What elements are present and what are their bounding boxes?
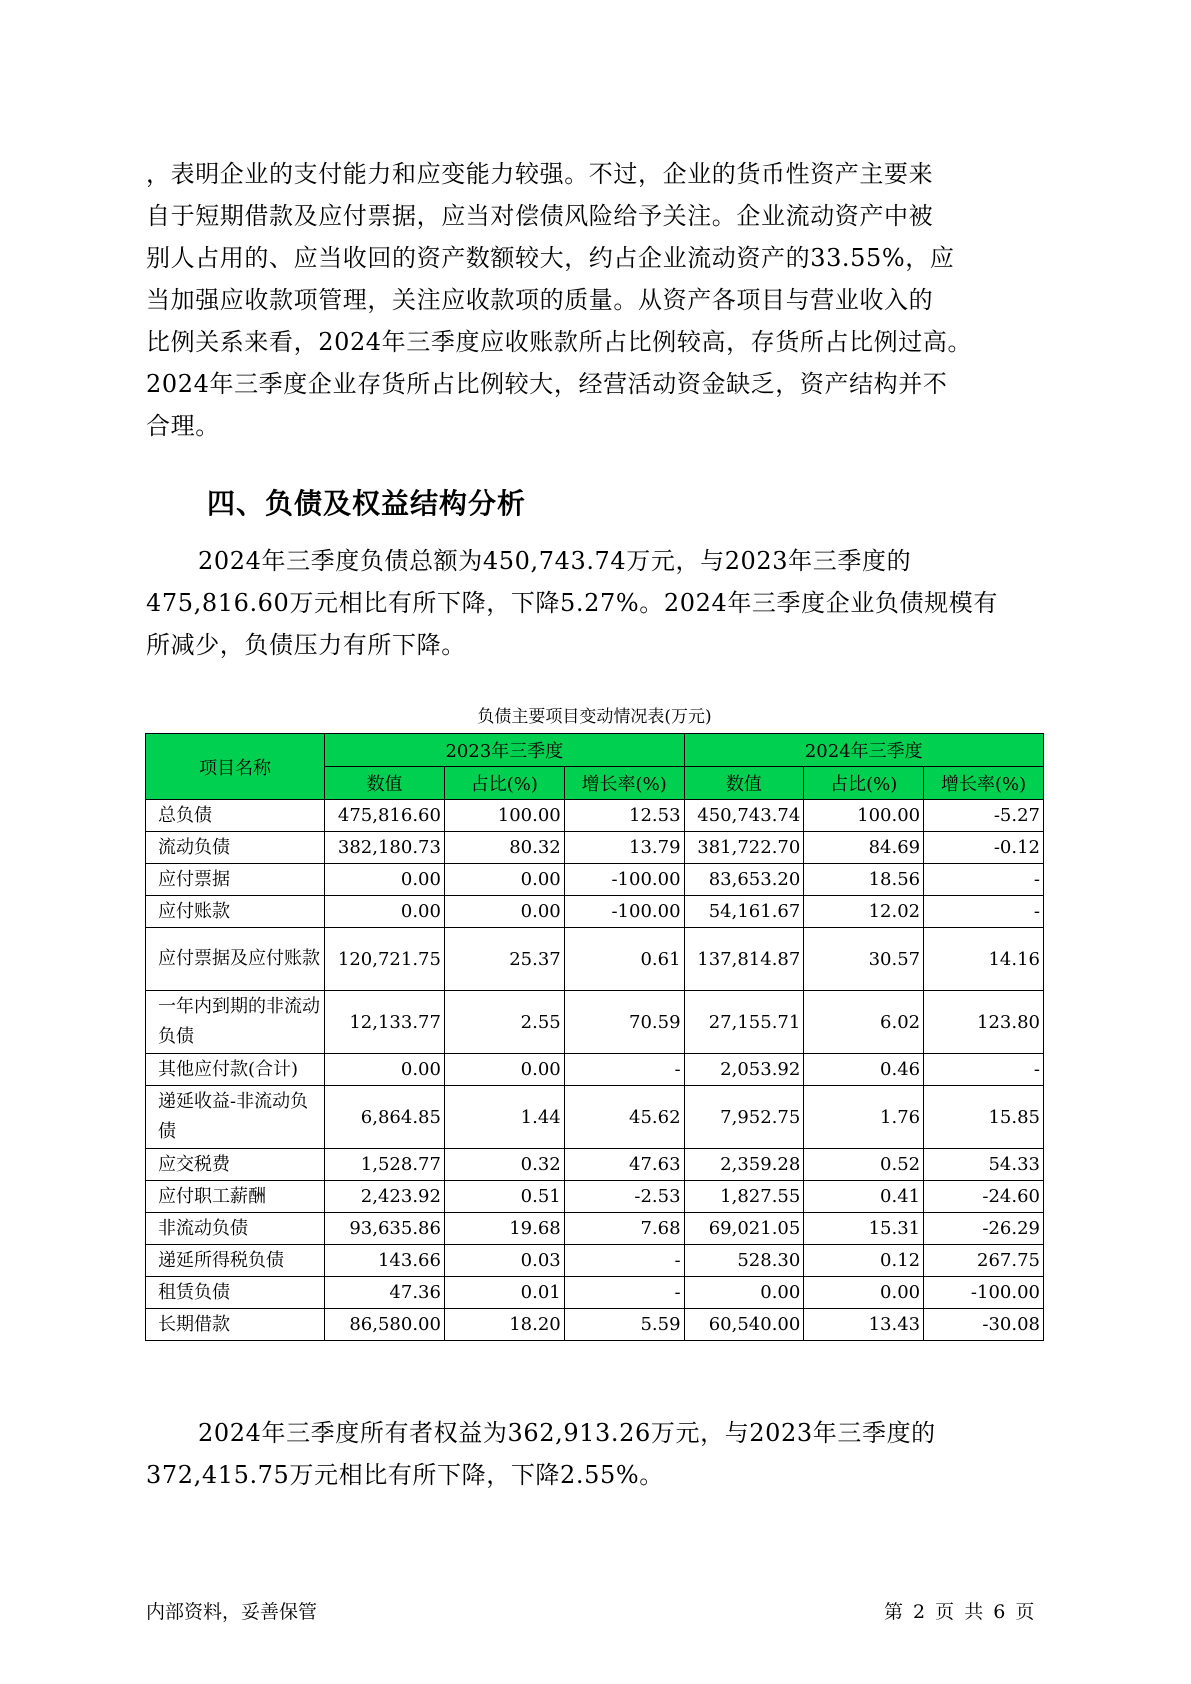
- text-line: 2024年三季度负债总额为450,743.74万元，与2023年三季度的: [198, 547, 912, 575]
- section-heading: 四、负债及权益结构分析: [207, 487, 527, 520]
- cell-value-2023: 0.00: [325, 864, 445, 896]
- cell-value-2024: 1,827.55: [684, 1181, 804, 1213]
- cell-share-2023: 1.44: [444, 1086, 564, 1149]
- table-row: [146, 1181, 1044, 1213]
- cell-growth-2024: -: [924, 896, 1044, 928]
- header-growth-2023: 增长率(%): [564, 767, 684, 800]
- cell-value-2024: 0.00: [684, 1277, 804, 1309]
- text-line: 2024年三季度所有者权益为362,913.26万元，与2023年三季度的: [198, 1419, 936, 1447]
- row-label: 长期借款: [146, 1309, 325, 1341]
- cell-growth-2023: -100.00: [564, 864, 684, 896]
- cell-growth-2023: 70.59: [564, 991, 684, 1054]
- cell-growth-2023: -: [564, 1054, 684, 1086]
- table-row: [146, 1277, 1044, 1309]
- cell-growth-2024: -5.27: [924, 800, 1044, 832]
- table-row: [146, 1245, 1044, 1277]
- row-label: 应付票据及应付账款: [146, 928, 325, 991]
- cell-value-2023: 1,528.77: [325, 1149, 445, 1181]
- cell-value-2023: 0.00: [325, 896, 445, 928]
- cell-growth-2024: -: [924, 1054, 1044, 1086]
- row-label: 应付职工薪酬: [146, 1181, 325, 1213]
- paragraph-equity-summary: [146, 1412, 1046, 1496]
- cell-share-2023: 19.68: [444, 1213, 564, 1245]
- cell-value-2023: 86,580.00: [325, 1309, 445, 1341]
- cell-value-2023: 143.66: [325, 1245, 445, 1277]
- cell-value-2023: 6,864.85: [325, 1086, 445, 1149]
- text-line: 372,415.75万元相比有所下降，下降2.55%。: [146, 1461, 664, 1489]
- footer-page-number: 第 2 页 共 6 页: [884, 1601, 1035, 1623]
- cell-share-2024: 30.57: [804, 928, 924, 991]
- cell-growth-2024: -30.08: [924, 1309, 1044, 1341]
- cell-growth-2024: -100.00: [924, 1277, 1044, 1309]
- row-label: 流动负债: [146, 832, 325, 864]
- row-label: 递延所得税负债: [146, 1245, 325, 1277]
- header-share-2024: 占比(%): [804, 767, 924, 800]
- cell-value-2024: 60,540.00: [684, 1309, 804, 1341]
- footer-confidential-note: 内部资料，妥善保管: [146, 1601, 318, 1623]
- table-row: [146, 1149, 1044, 1181]
- cell-share-2023: 0.03: [444, 1245, 564, 1277]
- cell-value-2023: 47.36: [325, 1277, 445, 1309]
- cell-value-2023: 120,721.75: [325, 928, 445, 991]
- cell-growth-2023: -2.53: [564, 1181, 684, 1213]
- text-line: 当加强应收款项管理，关注应收款项的质量。从资产各项目与营业收入的: [146, 286, 934, 314]
- text-line: ，表明企业的支付能力和应变能力较强。不过，企业的货币性资产主要来: [146, 160, 934, 188]
- row-label: 递延收益-非流动负债: [146, 1086, 325, 1149]
- cell-value-2024: 7,952.75: [684, 1086, 804, 1149]
- header-period-2024: 2024年三季度: [684, 734, 1043, 767]
- cell-share-2024: 0.00: [804, 1277, 924, 1309]
- cell-share-2024: 0.41: [804, 1181, 924, 1213]
- cell-growth-2024: -0.12: [924, 832, 1044, 864]
- paragraph-asset-structure: [146, 153, 1046, 447]
- text-line: 475,816.60万元相比有所下降，下降5.27%。2024年三季度企业负债规模有: [146, 589, 998, 617]
- row-label: 应付票据: [146, 864, 325, 896]
- table-row: [146, 864, 1044, 896]
- cell-value-2024: 450,743.74: [684, 800, 804, 832]
- cell-value-2023: 0.00: [325, 1054, 445, 1086]
- cell-share-2024: 12.02: [804, 896, 924, 928]
- cell-share-2024: 0.46: [804, 1054, 924, 1086]
- cell-share-2024: 0.12: [804, 1245, 924, 1277]
- cell-share-2023: 0.00: [444, 1054, 564, 1086]
- cell-share-2023: 25.37: [444, 928, 564, 991]
- cell-value-2023: 93,635.86: [325, 1213, 445, 1245]
- cell-share-2023: 0.01: [444, 1277, 564, 1309]
- cell-growth-2024: -: [924, 864, 1044, 896]
- cell-value-2024: 381,722.70: [684, 832, 804, 864]
- liability-table: [145, 733, 1044, 1341]
- table-row: [146, 896, 1044, 928]
- table-row: [146, 832, 1044, 864]
- cell-share-2023: 0.51: [444, 1181, 564, 1213]
- text-line: 所减少，负债压力有所下降。: [146, 631, 466, 659]
- cell-growth-2024: 267.75: [924, 1245, 1044, 1277]
- cell-value-2023: 2,423.92: [325, 1181, 445, 1213]
- cell-share-2023: 100.00: [444, 800, 564, 832]
- cell-growth-2024: 123.80: [924, 991, 1044, 1054]
- cell-share-2024: 15.31: [804, 1213, 924, 1245]
- header-item-name: 项目名称: [146, 734, 325, 800]
- table-row: [146, 1309, 1044, 1341]
- cell-share-2023: 0.32: [444, 1149, 564, 1181]
- cell-growth-2023: 13.79: [564, 832, 684, 864]
- cell-growth-2023: 45.62: [564, 1086, 684, 1149]
- header-growth-2024: 增长率(%): [924, 767, 1044, 800]
- table-row: [146, 991, 1044, 1054]
- cell-share-2024: 13.43: [804, 1309, 924, 1341]
- cell-growth-2023: 0.61: [564, 928, 684, 991]
- cell-share-2024: 18.56: [804, 864, 924, 896]
- row-label: 总负债: [146, 800, 325, 832]
- text-line: 比例关系来看，2024年三季度应收账款所占比例较高，存货所占比例过高。: [146, 328, 973, 356]
- header-share-2023: 占比(%): [444, 767, 564, 800]
- cell-growth-2024: -26.29: [924, 1213, 1044, 1245]
- text-line: 别人占用的、应当收回的资产数额较大，约占企业流动资产的33.55%，应: [146, 244, 955, 272]
- cell-growth-2023: 12.53: [564, 800, 684, 832]
- cell-share-2023: 2.55: [444, 991, 564, 1054]
- row-label: 其他应付款(合计): [146, 1054, 325, 1086]
- cell-value-2024: 528.30: [684, 1245, 804, 1277]
- cell-share-2023: 18.20: [444, 1309, 564, 1341]
- cell-value-2024: 2,359.28: [684, 1149, 804, 1181]
- cell-value-2024: 54,161.67: [684, 896, 804, 928]
- cell-growth-2024: 14.16: [924, 928, 1044, 991]
- row-label: 非流动负债: [146, 1213, 325, 1245]
- cell-growth-2023: 7.68: [564, 1213, 684, 1245]
- cell-share-2024: 100.00: [804, 800, 924, 832]
- header-period-2023: 2023年三季度: [325, 734, 684, 767]
- table-caption: 负债主要项目变动情况表(万元): [477, 707, 712, 727]
- table-row: [146, 1213, 1044, 1245]
- text-line: 自于短期借款及应付票据，应当对偿债风险给予关注。企业流动资产中被: [146, 202, 934, 230]
- cell-value-2024: 27,155.71: [684, 991, 804, 1054]
- cell-growth-2023: -: [564, 1245, 684, 1277]
- row-label: 应交税费: [146, 1149, 325, 1181]
- cell-share-2024: 1.76: [804, 1086, 924, 1149]
- text-line: 2024年三季度企业存货所占比例较大，经营活动资金缺乏，资产结构并不: [146, 370, 948, 398]
- cell-share-2024: 0.52: [804, 1149, 924, 1181]
- row-label: 租赁负债: [146, 1277, 325, 1309]
- cell-share-2023: 0.00: [444, 864, 564, 896]
- cell-value-2023: 382,180.73: [325, 832, 445, 864]
- cell-value-2024: 137,814.87: [684, 928, 804, 991]
- header-value-2023: 数值: [325, 767, 445, 800]
- cell-share-2024: 6.02: [804, 991, 924, 1054]
- cell-growth-2024: -24.60: [924, 1181, 1044, 1213]
- table-row: [146, 800, 1044, 832]
- cell-growth-2023: 47.63: [564, 1149, 684, 1181]
- cell-growth-2023: 5.59: [564, 1309, 684, 1341]
- paragraph-liability-summary: [146, 540, 1046, 666]
- cell-share-2024: 84.69: [804, 832, 924, 864]
- table-row: [146, 1086, 1044, 1149]
- cell-growth-2023: -100.00: [564, 896, 684, 928]
- cell-share-2023: 0.00: [444, 896, 564, 928]
- table-row: [146, 928, 1044, 991]
- cell-value-2023: 12,133.77: [325, 991, 445, 1054]
- cell-growth-2024: 15.85: [924, 1086, 1044, 1149]
- cell-value-2024: 2,053.92: [684, 1054, 804, 1086]
- header-value-2024: 数值: [684, 767, 804, 800]
- row-label: 一年内到期的非流动负债: [146, 991, 325, 1054]
- text-line: 合理。: [146, 412, 220, 440]
- table-row: [146, 1054, 1044, 1086]
- cell-growth-2023: -: [564, 1277, 684, 1309]
- cell-value-2024: 69,021.05: [684, 1213, 804, 1245]
- cell-value-2023: 475,816.60: [325, 800, 445, 832]
- cell-growth-2024: 54.33: [924, 1149, 1044, 1181]
- row-label: 应付账款: [146, 896, 325, 928]
- cell-share-2023: 80.32: [444, 832, 564, 864]
- cell-value-2024: 83,653.20: [684, 864, 804, 896]
